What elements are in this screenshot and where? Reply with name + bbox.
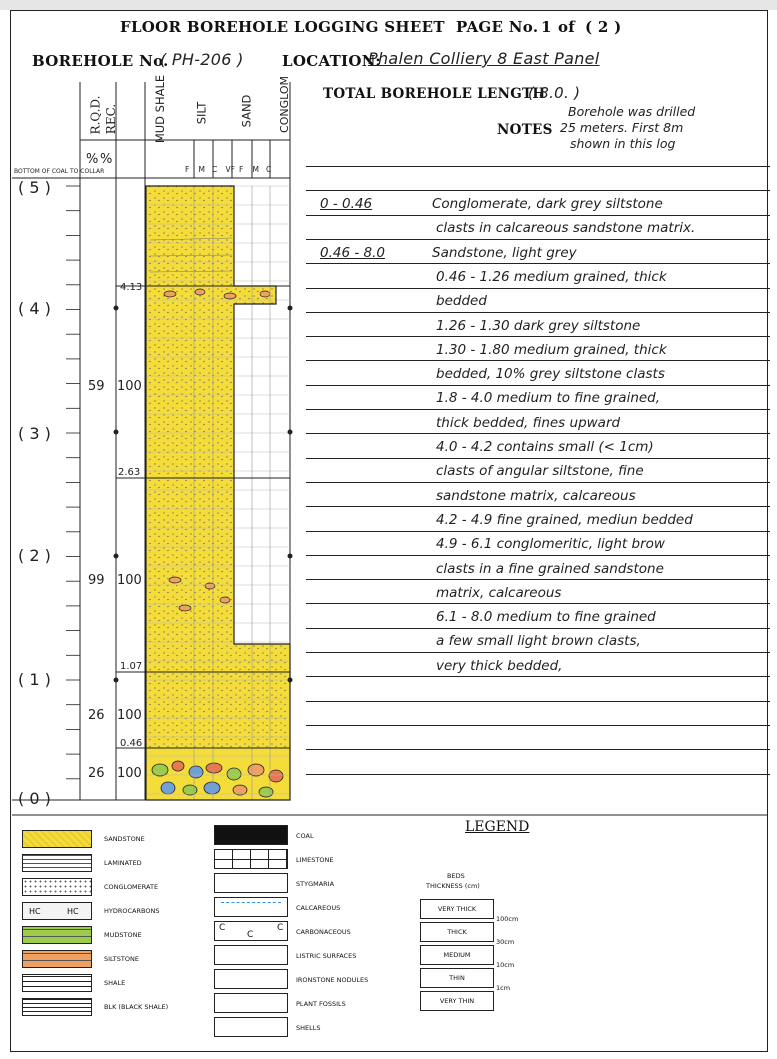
total-length-value: ( 8.0. ): [528, 84, 581, 102]
hc-mark: HC: [67, 907, 79, 916]
legend-label: LISTRIC SURFACES: [296, 952, 357, 960]
grain-size-label: C: [266, 165, 272, 174]
note-line-1: Borehole was drilled: [568, 104, 696, 119]
legend-swatch: [214, 921, 288, 941]
depth-mark-2: ( 2 ): [18, 546, 51, 565]
legend-label: SHALE: [104, 979, 126, 987]
description-text: clasts in a fine grained sandstone: [436, 560, 664, 577]
description-text: bedded, 10% grey siltstone clasts: [436, 366, 665, 383]
legend-label: SANDSTONE: [104, 835, 145, 843]
layer-sandstone-mid: [146, 304, 234, 644]
legend-label: COAL: [296, 832, 314, 840]
legend-swatch: [214, 849, 288, 869]
ruled-line: [306, 603, 770, 604]
rqd-value: 99: [88, 573, 105, 588]
ruled-line: [306, 555, 770, 556]
rec-value: 100: [117, 379, 142, 394]
bed-limit-label: 1cm: [496, 984, 511, 992]
ruled-line: [306, 166, 770, 167]
legend-swatch: [22, 854, 92, 872]
legend-swatch: [214, 1017, 288, 1037]
bed-thickness-box: MEDIUM: [420, 945, 494, 965]
col-rec: REC.: [104, 103, 119, 135]
description-text: a few small light brown clasts,: [436, 633, 641, 650]
legend-swatch: [214, 825, 288, 845]
borehole-label: BOREHOLE No.: [32, 52, 169, 70]
ruled-line: [306, 360, 770, 361]
ruled-line: [306, 458, 770, 459]
description-text: 1.26 - 1.30 dark grey siltstone: [436, 317, 641, 334]
bed-thickness-box: VERY THIN: [420, 991, 494, 1011]
note-line-3: shown in this log: [570, 136, 676, 151]
ruled-line: [306, 239, 770, 240]
ruled-line: [306, 531, 770, 532]
ruled-line: [306, 749, 770, 750]
description-text: clasts of angular siltstone, fine: [436, 463, 644, 480]
description-text: 1.30 - 1.80 medium grained, thick: [436, 341, 667, 358]
ruled-line: [306, 579, 770, 580]
interval-depth: 2.63: [118, 467, 141, 478]
rec-value: 100: [117, 573, 142, 588]
grain-size-label: F: [185, 165, 190, 174]
legend-swatch: [214, 945, 288, 965]
description-text: very thick bedded,: [436, 657, 563, 674]
legend-swatch: [214, 993, 288, 1013]
page-number: 1: [541, 18, 552, 36]
carbonaceous-mark: C: [277, 923, 284, 933]
page-of: of: [558, 18, 576, 36]
sheet-title: FLOOR BOREHOLE LOGGING SHEET: [120, 18, 445, 36]
ruled-line: [306, 385, 770, 386]
description-text: clasts in calcareous sandstone matrix.: [436, 220, 696, 237]
ruled-line: [306, 433, 770, 434]
ruled-line: [306, 676, 770, 677]
ruled-line: [306, 774, 770, 775]
rec-value: 100: [117, 708, 142, 723]
interval-depth: 0.46: [120, 738, 143, 749]
rqd-value: 26: [88, 766, 105, 781]
legend-label: CONGLOMERATE: [104, 883, 159, 891]
note-line-2: 25 meters. First 8m: [560, 120, 684, 135]
legend-label: SILTSTONE: [104, 955, 139, 963]
col-mud-shale: MUD SHALE: [153, 74, 168, 144]
total-length-label: TOTAL BOREHOLE LENGTH: [323, 86, 546, 102]
bed-limit-label: 30cm: [496, 938, 515, 946]
ruled-line: [306, 336, 770, 337]
legend-label: HYDROCARBONS: [104, 907, 160, 915]
legend-label: BLK (BLACK SHALE): [104, 1003, 169, 1011]
legend-swatch: [22, 950, 92, 968]
legend-swatch: [22, 974, 92, 992]
description-text: 6.1 - 8.0 medium to fine grained: [436, 609, 656, 626]
page-total: ( 2 ): [585, 18, 622, 36]
legend-swatch: [22, 878, 92, 896]
bed-limit-label: 10cm: [496, 961, 515, 969]
beds-thickness-title: THICKNESS (cm): [426, 882, 480, 890]
legend-label: LIMESTONE: [296, 856, 334, 864]
legend-swatch: [22, 902, 92, 920]
depth-mark-4: ( 4 ): [18, 299, 51, 318]
ruled-line: [306, 701, 770, 702]
bed-thickness-box: VERY THICK: [420, 899, 494, 919]
ruled-line: [306, 190, 770, 191]
ruled-line: [306, 482, 770, 483]
col-conglom: CONGLOM: [277, 76, 291, 133]
depth-mark-3: ( 3 ): [18, 424, 51, 443]
grain-size-label: C: [212, 165, 218, 174]
bottom-of-coal-label: BOTTOM OF COAL TO COLLAR: [14, 168, 105, 175]
grain-size-label: VF: [225, 165, 235, 174]
legend-swatch: [22, 926, 92, 944]
legend-swatch: [214, 873, 288, 893]
description-text: Conglomerate, dark grey siltstone: [432, 196, 663, 212]
rec-value: 100: [117, 766, 142, 781]
legend-label: LAMINATED: [104, 859, 142, 867]
calcareous-mark: [221, 902, 281, 905]
carbonaceous-mark: C: [219, 923, 226, 933]
description-text: 4.2 - 4.9 fine grained, mediun bedded: [436, 511, 693, 528]
rqd-value: 26: [88, 708, 105, 723]
location-label: LOCATION:: [282, 52, 382, 70]
description-text: 1.8 - 4.0 medium to fine grained,: [436, 390, 661, 407]
ruled-line: [306, 215, 770, 216]
legend-label: PLANT FOSSILS: [296, 1000, 346, 1008]
description-text: 4.0 - 4.2 contains small (< 1cm): [436, 439, 654, 455]
location-value: Phalen Colliery 8 East Panel: [368, 49, 600, 68]
ruled-line: [306, 725, 770, 726]
bed-thickness-box: THICK: [420, 922, 494, 942]
notes-label: NOTES: [497, 122, 553, 138]
layer-sandstone-lower: [146, 644, 290, 750]
legend-swatch: [22, 998, 92, 1016]
ruled-line: [306, 312, 770, 313]
col-silt: SILT: [194, 101, 209, 125]
legend-title: LEGEND: [465, 819, 530, 835]
legend-label: STYGMARIA: [296, 880, 335, 888]
bed-thickness-box: THIN: [420, 968, 494, 988]
depth-mark-0: ( 0 ): [18, 789, 51, 808]
interval-depth: 4.13: [120, 282, 143, 293]
legend-label: SHELLS: [296, 1024, 321, 1032]
legend-label: IRONSTONE NODULES: [296, 976, 369, 984]
col-rqd: R.Q.D.: [88, 95, 103, 135]
grain-size-label: F: [239, 165, 244, 174]
grain-size-label: M: [198, 165, 205, 174]
legend-label: MUDSTONE: [104, 931, 142, 939]
description-text: Sandstone, light grey: [432, 244, 577, 261]
bed-limit-label: 100cm: [496, 915, 519, 923]
legend-swatch: [22, 830, 92, 848]
legend-label: CALCAREOUS: [296, 904, 341, 912]
description-range: 0 - 0.46: [320, 196, 373, 212]
interval-depth: 1.07: [120, 661, 143, 672]
hc-mark: HC: [29, 907, 41, 916]
page-label: PAGE No.: [456, 18, 539, 36]
carbonaceous-mark: C: [247, 930, 254, 940]
depth-mark-5: ( 5 ): [18, 178, 51, 197]
legend-swatch: [214, 969, 288, 989]
col-sand: SAND: [239, 94, 254, 128]
col-rqd-unit: %: [86, 152, 99, 167]
ruled-line: [306, 263, 770, 264]
description-text: thick bedded, fines upward: [436, 414, 621, 431]
legend-label: CARBONACEOUS: [296, 928, 351, 936]
description-text: bedded: [436, 293, 487, 310]
ruled-line: [306, 409, 770, 410]
description-text: matrix, calcareous: [436, 584, 562, 601]
borehole-number: ( PH-206 ): [160, 50, 244, 69]
depth-mark-1: ( 1 ): [18, 670, 51, 689]
ruled-line: [306, 628, 770, 629]
rqd-value: 59: [88, 379, 105, 394]
legend-swatch: [214, 897, 288, 917]
ruled-line: [306, 652, 770, 653]
description-text: 4.9 - 6.1 conglomeritic, light brow: [436, 536, 665, 553]
grain-size-label: M: [252, 165, 259, 174]
col-rec-unit: %: [100, 152, 113, 167]
ruled-line: [306, 506, 770, 507]
description-range: 0.46 - 8.0: [320, 244, 385, 261]
beds-title: BEDS: [447, 872, 465, 880]
description-text: 0.46 - 1.26 medium grained, thick: [436, 268, 667, 285]
description-text: sandstone matrix, calcareous: [436, 487, 636, 504]
ruled-line: [306, 288, 770, 289]
